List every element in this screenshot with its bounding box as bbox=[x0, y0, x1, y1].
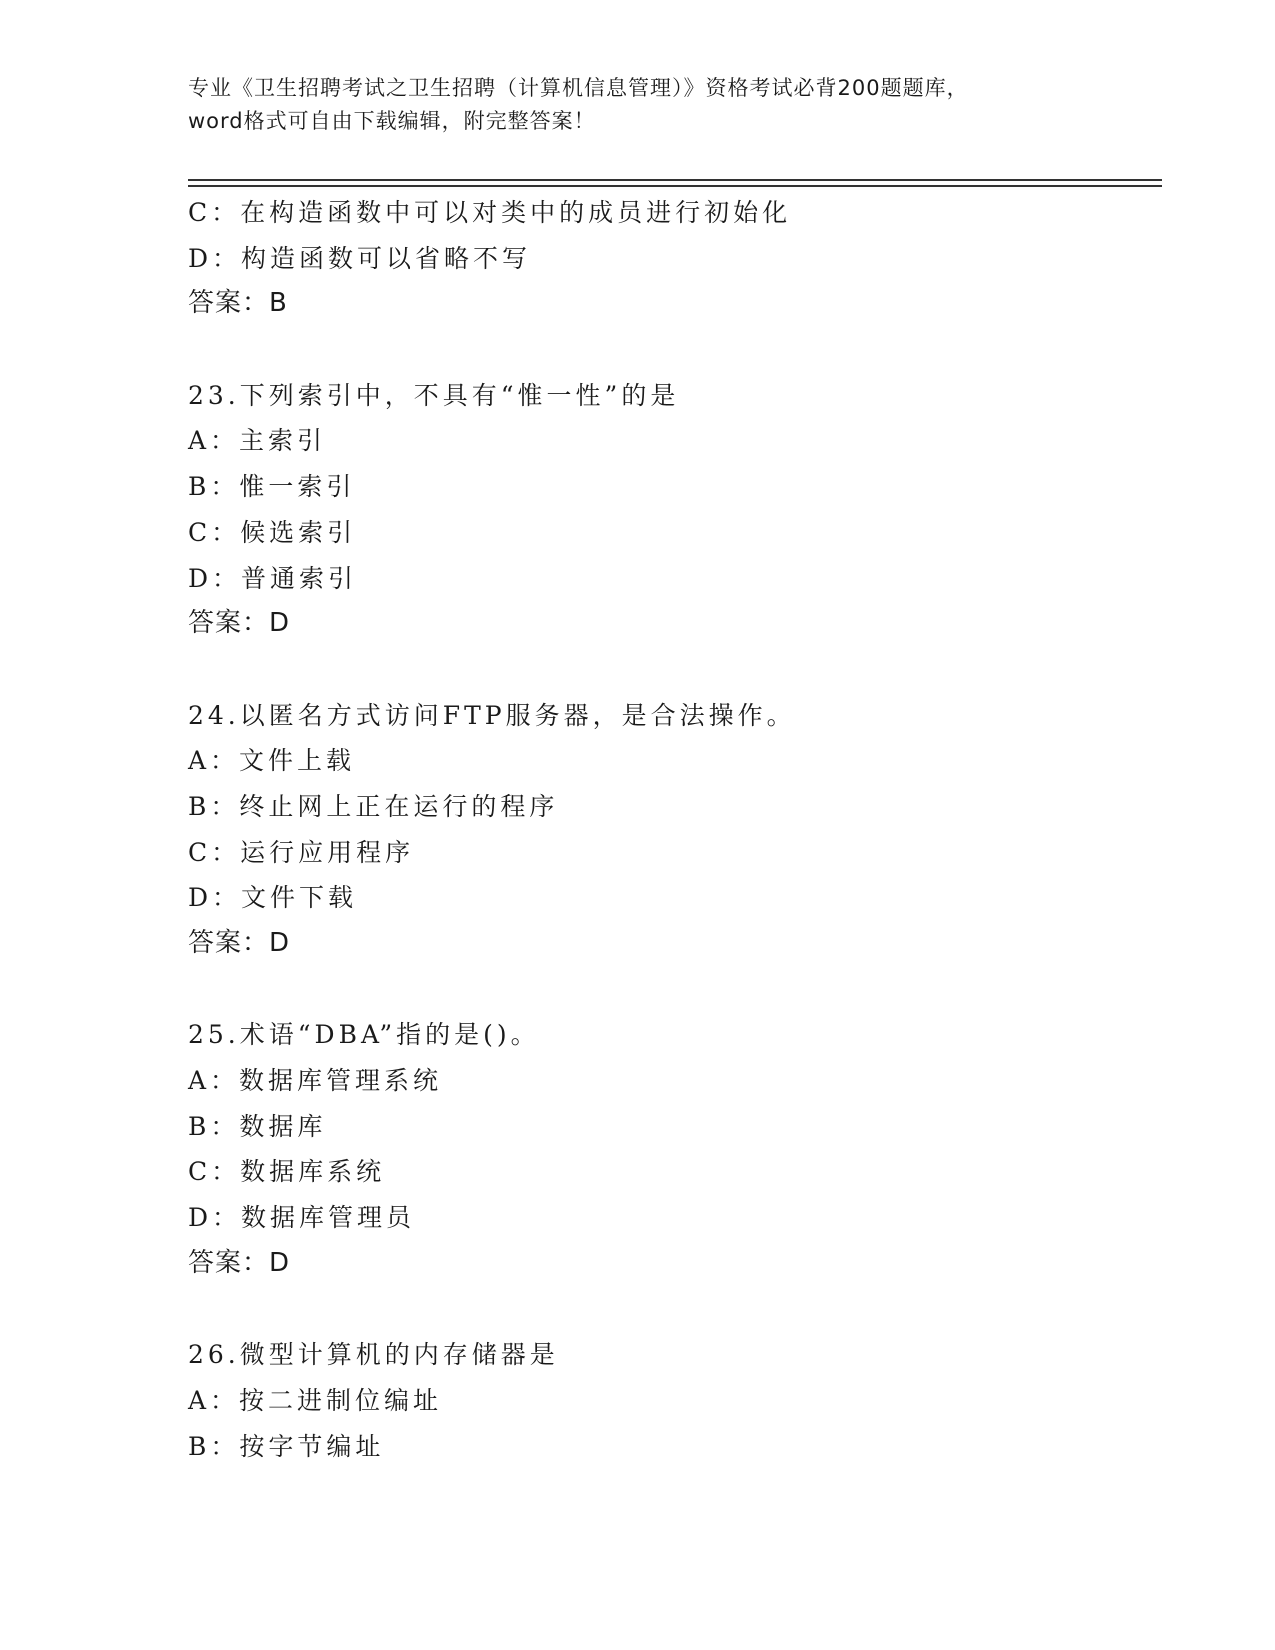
option-a: A：按二进制位编址 bbox=[188, 1385, 443, 1415]
spacer bbox=[188, 327, 1148, 373]
document-header bbox=[188, 72, 1088, 138]
option-b: B：惟一索引 bbox=[188, 472, 356, 502]
option-d: D：数据库管理员 bbox=[188, 1203, 416, 1233]
question-23 bbox=[188, 373, 1148, 647]
header-divider-bottom bbox=[188, 185, 1162, 187]
answer-line: 答案：B bbox=[188, 288, 288, 319]
option-c: C：数据库系统 bbox=[188, 1157, 386, 1187]
option-c: C：在构造函数中可以对类中的成员进行初始化 bbox=[188, 198, 792, 227]
option-d: D：构造函数可以省略不写 bbox=[188, 243, 532, 273]
question-26 bbox=[188, 1332, 1148, 1469]
option-b: B：数据库 bbox=[188, 1111, 327, 1141]
question-stem: 25.术语“DBA”指的是()。 bbox=[188, 1020, 540, 1050]
option-c: C：运行应用程序 bbox=[188, 837, 415, 867]
answer-line: 答案：D bbox=[188, 1247, 291, 1278]
spacer bbox=[188, 967, 1148, 1013]
answer-line: 答案：D bbox=[188, 608, 291, 639]
option-b: B：按字节编址 bbox=[188, 1431, 385, 1461]
answer-line: 答案：D bbox=[188, 928, 291, 958]
option-d: D：文件下载 bbox=[188, 883, 358, 913]
question-stem: 24.以匿名方式访问FTP服务器，是合法操作。 bbox=[188, 700, 796, 730]
question-25 bbox=[188, 1012, 1148, 1286]
header-line-2: word格式可自由下载编辑，附完整答案！ bbox=[188, 109, 596, 133]
option-a: A：数据库管理系统 bbox=[188, 1066, 443, 1096]
question-24 bbox=[188, 693, 1148, 967]
question-22-continued bbox=[188, 190, 1148, 327]
header-line-1: 专业《卫生招聘考试之卫生招聘（计算机信息管理）》资格考试必背200题题库， bbox=[188, 76, 969, 100]
spacer bbox=[188, 1287, 1148, 1333]
option-d: D：普通索引 bbox=[188, 563, 358, 593]
question-stem: 26.微型计算机的内存储器是 bbox=[188, 1340, 559, 1370]
header-divider-top bbox=[188, 179, 1162, 181]
option-a: A：文件上载 bbox=[188, 746, 356, 776]
spacer bbox=[188, 647, 1148, 693]
option-c: C：候选索引 bbox=[188, 517, 357, 547]
question-list bbox=[188, 190, 1148, 1469]
question-stem: 23.下列索引中，不具有“惟一性”的是 bbox=[188, 380, 680, 410]
option-b: B：终止网上正在运行的程序 bbox=[188, 791, 559, 821]
option-a: A：主索引 bbox=[188, 426, 327, 456]
